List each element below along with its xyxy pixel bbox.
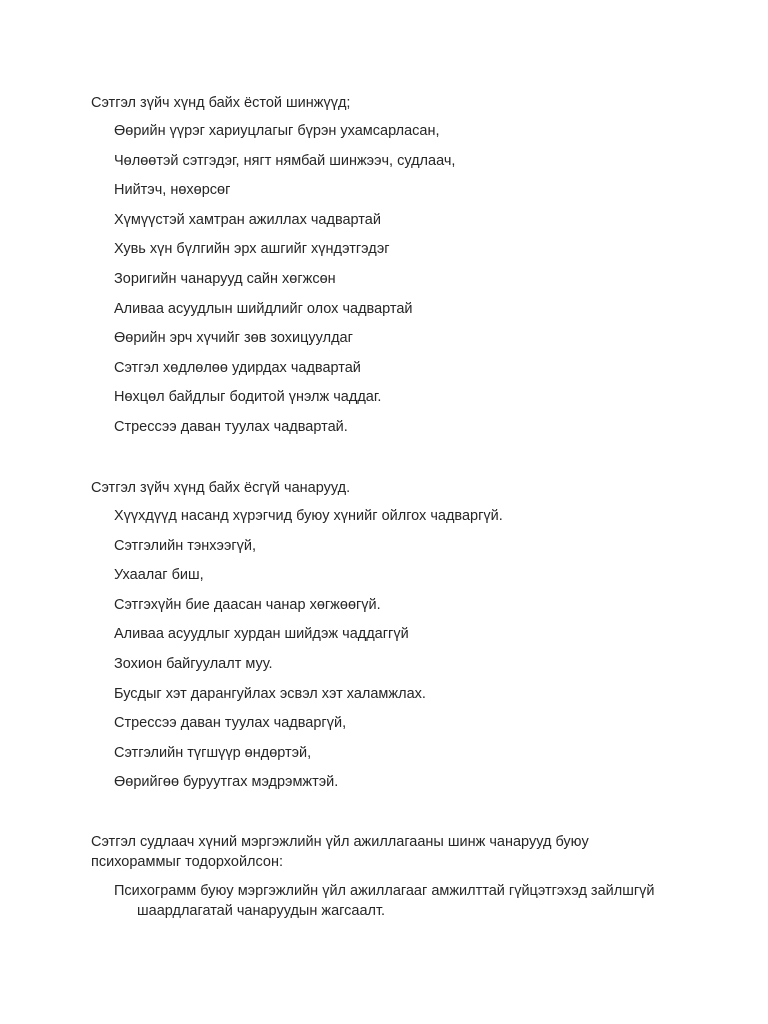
list-item: Аливаа асуудлын шийдлийг олох чадвартай bbox=[114, 300, 413, 317]
section2-list bbox=[114, 506, 503, 802]
section1-heading: Сэтгэл зүйч хүнд байх ёстой шинжүүд; bbox=[91, 95, 351, 111]
list-item: Сэтгэл хөдлөлөө удирдах чадвартай bbox=[114, 359, 361, 376]
list-item: Өөрийгөө буруутгах мэдрэмжтэй. bbox=[114, 774, 339, 791]
list-item: Аливаа асуудлыг хурдан шийдэж чаддаггүй bbox=[114, 626, 409, 643]
list-item: Сэтгэлийн тэнхээгүй, bbox=[114, 537, 257, 554]
paragraph-line-2: шаардлагатай чанаруудын жагсаалт. bbox=[137, 903, 386, 919]
list-item: Сэтгэхүйн бие даасан чанар хөгжөөгүй. bbox=[114, 596, 381, 613]
list-item: Сэтгэлийн түгшүүр өндөртэй, bbox=[114, 744, 312, 761]
list-item: Хүүхдүүд насанд хүрэгчид буюу хүнийг ойлгох чадваргүй. bbox=[114, 508, 503, 524]
list-item: Өөрийн үүрэг хариуцлагыг бүрэн ухамсарласан, bbox=[114, 123, 440, 139]
list-item: Бусдыг хэт дарангуйлах эсвэл хэт халамжлах. bbox=[114, 685, 426, 702]
section3-paragraph bbox=[114, 881, 704, 921]
list-item: Өөрийн эрч хүчийг зөв зохицуулдаг bbox=[114, 330, 353, 347]
list-item: Хүмүүстэй хамтран ажиллах чадвартай bbox=[114, 211, 381, 228]
list-item: Стрессээ даван туулах чадваргүй, bbox=[114, 715, 347, 732]
list-item: Ухаалаг биш, bbox=[114, 567, 204, 584]
list-item: Нийтэч, нөхөрсөг bbox=[114, 182, 231, 199]
list-item: Хувь хүн бүлгийн эрх ашгийг хүндэтгэдэг bbox=[114, 241, 390, 258]
list-item: Чөлөөтэй сэтгэдэг, нягт нямбай шинжээч, судлаач, bbox=[114, 152, 456, 169]
list-item: Нөхцөл байдлыг бодитой үнэлж чаддаг. bbox=[114, 389, 382, 406]
section1-list bbox=[114, 121, 455, 447]
section2-heading: Сэтгэл зүйч хүнд байх ёсгүй чанарууд. bbox=[91, 480, 351, 496]
paragraph-line-1: Психограмм буюу мэргэжлийн үйл ажиллагааг амжилттай гүйцэтгэхэд зайлшгүй bbox=[114, 883, 655, 899]
list-item: Стрессээ даван туулах чадвартай. bbox=[114, 418, 348, 435]
list-item: Зоригийн чанарууд сайн хөгжсөн bbox=[114, 270, 336, 287]
section3-heading: Сэтгэл судлаач хүний мэргэжлийн үйл ажиллагааны шинж чанарууд буюу психораммыг тодорхойлсон: bbox=[91, 834, 589, 870]
list-item: Зохион байгуулалт муу. bbox=[114, 655, 273, 672]
